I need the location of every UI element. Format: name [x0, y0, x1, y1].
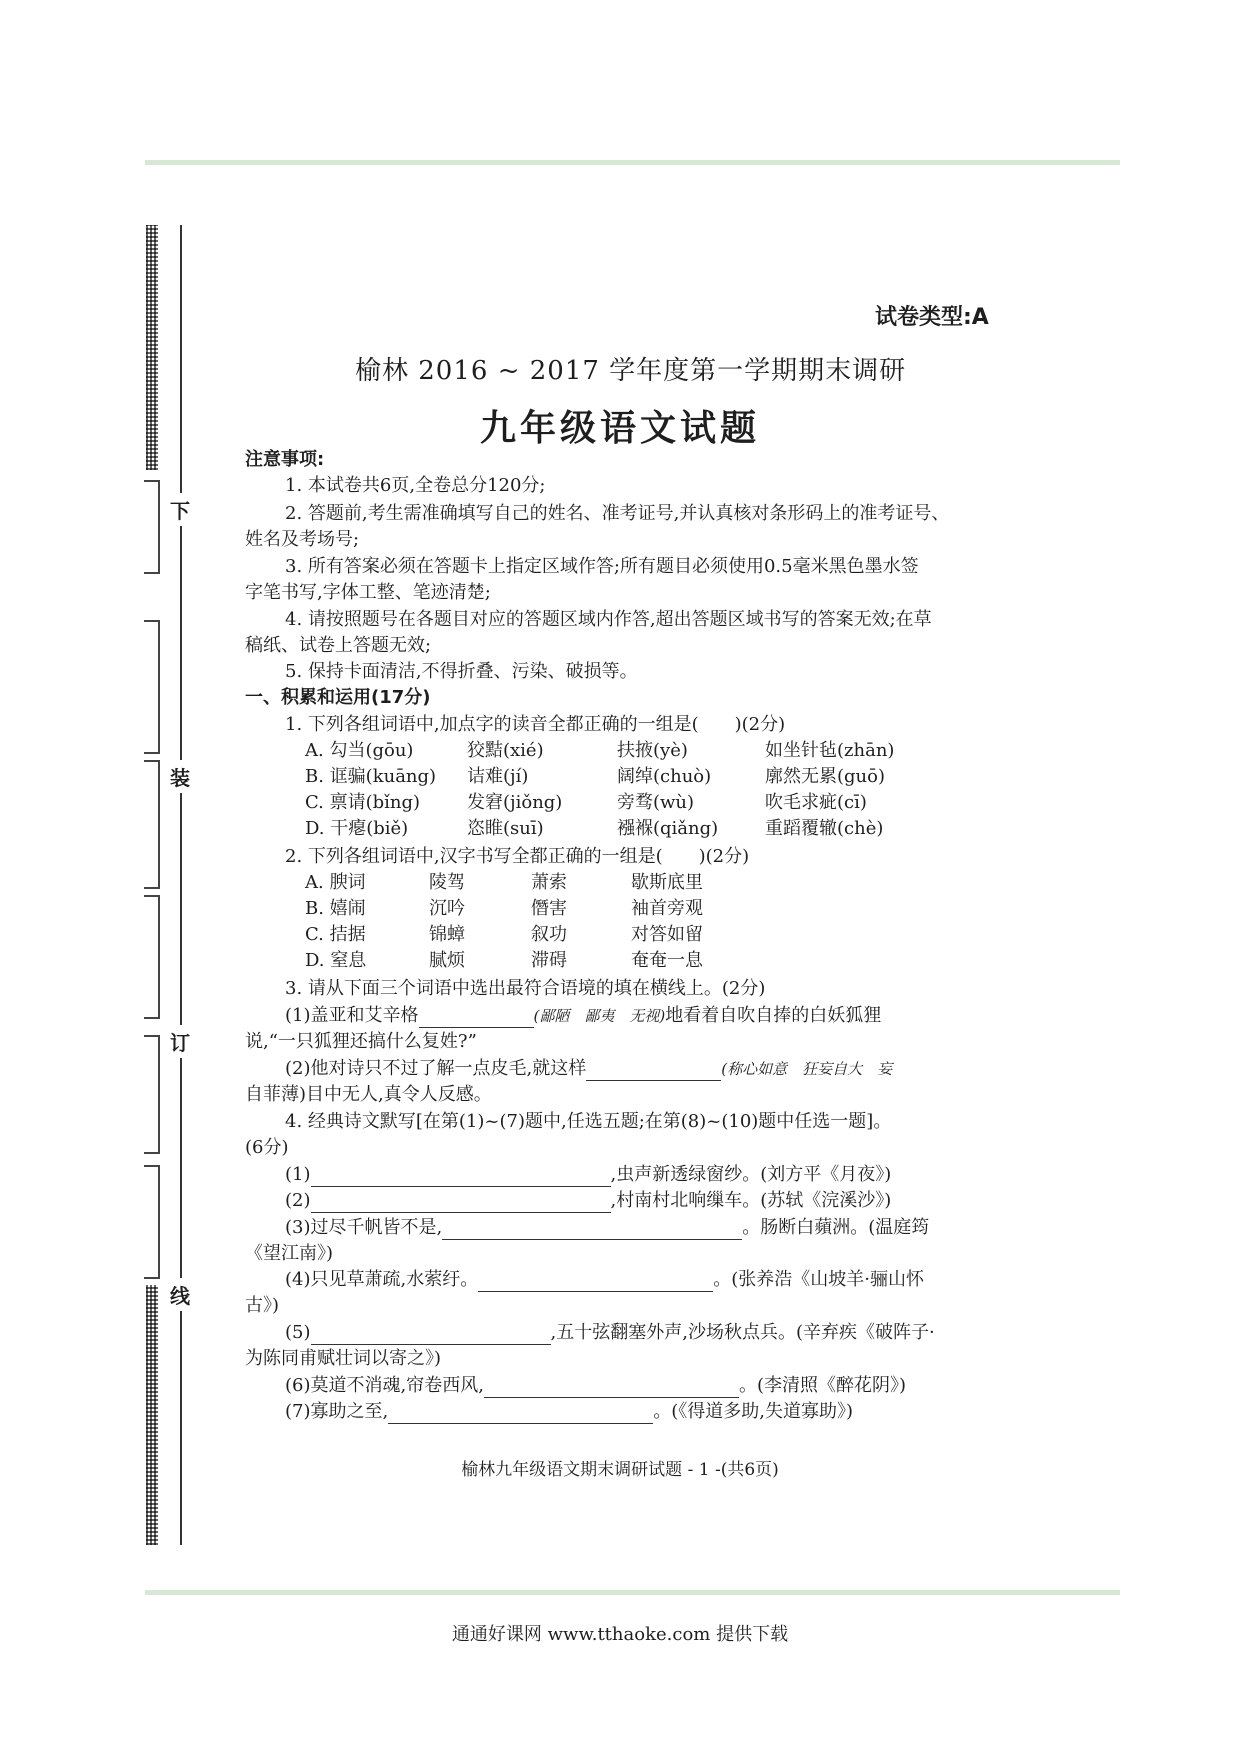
option-c-word: C. 禀请(bǐng): [305, 792, 421, 813]
item-text: (1)盖亚和艾辛格: [285, 1005, 419, 1026]
option-c-word: 对答如留: [631, 924, 703, 945]
option-d-word: D. 窒息: [305, 950, 367, 971]
option-d-word: 滞碍: [531, 950, 567, 971]
item-text: 只见草萧疏,水萦纡。: [310, 1269, 479, 1290]
option-b-word: B. 嬉闹: [305, 898, 366, 919]
question-2-options: [305, 871, 805, 975]
answer-blank[interactable]: [311, 1194, 611, 1213]
notice-item: 字笔书写,字体工整、笔迹清楚;: [245, 582, 491, 603]
item-text: 。(张养浩《山坡羊·骊山怀: [713, 1269, 924, 1290]
option-a-word: 狡黠(xié): [467, 740, 544, 761]
download-note: 通通好课网 www.tthaoke.com 提供下载: [451, 1624, 789, 1645]
question-1-options: [305, 739, 925, 843]
bracket: [144, 760, 160, 889]
answer-blank[interactable]: [311, 1168, 611, 1187]
item-number: (5): [285, 1322, 311, 1343]
item-text: 寡助之至,: [310, 1401, 389, 1422]
option-d-word: D. 干瘪(biě): [305, 818, 409, 839]
recitation-item-cont: 为陈同甫赋壮词以寄之》): [245, 1348, 442, 1369]
recitation-item: [285, 1163, 891, 1187]
recitation-item-cont: 古》): [245, 1295, 280, 1316]
question-3-item-1-cont: 说,“一只狐狸还搞什么复姓?”: [245, 1031, 477, 1052]
option-c-word: C. 拮据: [305, 924, 366, 945]
answer-blank[interactable]: [586, 1062, 721, 1081]
item-number: (7): [285, 1401, 311, 1422]
recitation-item: [285, 1268, 924, 1292]
bracket: [144, 480, 160, 574]
option-a-word: A. 勾当(gōu): [305, 740, 414, 761]
option-d-word: 腻烦: [429, 950, 465, 971]
question-4-stem: 4. 经典诗文默写[在第(1)~(7)题中,任选五题;在第(8)~(10)题中任选一题]。: [285, 1111, 892, 1132]
item-text: 。肠断白蘋洲。(温庭筠: [742, 1217, 930, 1238]
option-d-word: 恣睢(suī): [467, 818, 544, 839]
question-2-stem: 2. 下列各组词语中,汉字书写全都正确的一组是( )(2分): [285, 846, 750, 867]
answer-blank[interactable]: [388, 1405, 653, 1424]
exam-type: 试卷类型:A: [875, 305, 989, 330]
option-a-word: 扶掖(yè): [617, 740, 688, 761]
word-choices: (鄙陋 鄙夷 无视): [533, 1007, 666, 1025]
option-c-word: 旁骛(wù): [617, 792, 695, 813]
option-b-word: B. 诓骗(kuāng): [305, 766, 437, 787]
bracket: [144, 1165, 160, 1279]
question-1-stem: 1. 下列各组词语中,加点字的读音全都正确的一组是( )(2分): [285, 714, 786, 735]
bottom-divider: [145, 1590, 1120, 1595]
item-number: (6): [285, 1375, 311, 1396]
notice-item: 3. 所有答案必须在答题卡上指定区域作答;所有题目必须使用0.5毫米黑色墨水签: [285, 556, 919, 577]
item-number: (4): [285, 1269, 311, 1290]
binding-char: 线: [170, 1278, 190, 1311]
option-b-word: 诘难(jí): [467, 766, 529, 787]
option-c-word: 吹毛求疵(cī): [765, 792, 867, 813]
option-b-word: 廓然无累(guō): [765, 766, 885, 787]
item-text: ,虫声新透绿窗纱。(刘方平《月夜》): [610, 1164, 892, 1185]
recitation-item: [285, 1216, 929, 1240]
bracket: [144, 620, 160, 754]
option-a-word: 歇斯底里: [631, 872, 703, 893]
option-b-word: 阔绰(chuò): [617, 766, 712, 787]
notice-item: 稿纸、试卷上答题无效;: [245, 635, 432, 656]
question-3-item-2: [285, 1057, 892, 1081]
recitation-item-cont: 《望江南》): [245, 1243, 334, 1264]
option-b-word: 僭害: [531, 898, 567, 919]
item-text: 莫道不消魂,帘卷西风,: [310, 1375, 484, 1396]
page-footer: 榆林九年级语文期末调研试题 - 1 -(共6页): [461, 1460, 779, 1480]
question-3-item-1: [285, 1004, 881, 1028]
word-choices: (称心如意 狂妄自大 妄: [721, 1060, 893, 1078]
question-3-item-2-cont: 自菲薄)目中无人,真令人反感。: [245, 1084, 492, 1105]
option-a-word: 萧索: [531, 872, 567, 893]
notice-item: 1. 本试卷共6页,全卷总分120分;: [285, 475, 546, 496]
item-text: 。(李清照《醉花阴》): [738, 1375, 906, 1396]
option-c-word: 锦蟑: [429, 924, 465, 945]
option-c-word: 叙功: [531, 924, 567, 945]
notice-item: 4. 请按照题号在各题目对应的答题区域内作答,超出答题区域书写的答案无效;在草: [285, 609, 932, 630]
bracket: [144, 895, 160, 1019]
notice-heading: 注意事项:: [245, 449, 325, 470]
section-heading: 一、积累和运用(17分): [245, 687, 431, 708]
item-text: ,村南村北响缫车。(苏轼《浣溪沙》): [610, 1190, 892, 1211]
recitation-item: [285, 1374, 906, 1398]
item-text: 过尽千帆皆不是,: [310, 1217, 443, 1238]
recitation-item: [285, 1189, 891, 1213]
item-text: ,五十弦翻塞外声,沙场秋点兵。(辛弃疾《破阵子·: [550, 1322, 935, 1343]
answer-blank[interactable]: [484, 1379, 739, 1398]
page-title: 九年级语文试题: [479, 408, 760, 449]
question-3-stem: 3. 请从下面三个词语中选出最符合语境的填在横线上。(2分): [285, 978, 766, 999]
notice-item: 5. 保持卡面清洁,不得折叠、污染、破损等。: [285, 661, 638, 682]
recitation-item: [285, 1400, 853, 1424]
notice-item: 姓名及考场号;: [245, 529, 360, 550]
item-number: (3): [285, 1217, 311, 1238]
top-divider: [145, 160, 1120, 165]
answer-blank[interactable]: [442, 1221, 742, 1240]
option-a-word: 如坐针毡(zhān): [765, 740, 895, 761]
answer-blank[interactable]: [311, 1326, 551, 1345]
item-number: (2): [285, 1190, 311, 1211]
decorative-border-bottom: [146, 1285, 158, 1545]
exam-subtitle: 榆林 2016 ~ 2017 学年度第一学期期末调研: [355, 356, 907, 386]
bracket: [144, 1035, 160, 1154]
item-number: (1): [285, 1164, 311, 1185]
notice-item: 2. 答题前,考生需准确填写自己的姓名、准考证号,并认真核对条形码上的准考证号、: [285, 503, 950, 524]
option-a-word: 陵驾: [429, 872, 465, 893]
answer-blank[interactable]: [419, 1009, 534, 1028]
binding-char: 下: [170, 493, 190, 526]
option-d-word: 襁褓(qiǎng): [617, 818, 719, 839]
recitation-item: [285, 1321, 935, 1345]
option-b-word: 沉吟: [429, 898, 465, 919]
item-text: 地看着自吹自捧的白妖狐狸: [665, 1005, 882, 1026]
binding-char: 订: [170, 1025, 190, 1058]
option-a-word: A. 腴词: [305, 872, 366, 893]
option-c-word: 发窘(jiǒng): [467, 792, 563, 813]
question-4-stem-cont: (6分): [245, 1137, 289, 1158]
item-text: (2)他对诗只不过了解一点皮毛,就这样: [285, 1058, 587, 1079]
option-d-word: 奄奄一息: [631, 950, 703, 971]
binding-char: 装: [170, 760, 190, 793]
item-text: 。(《得道多助,失道寡助》): [653, 1401, 853, 1422]
answer-blank[interactable]: [478, 1273, 713, 1292]
option-b-word: 袖首旁观: [631, 898, 703, 919]
option-d-word: 重蹈覆辙(chè): [765, 818, 884, 839]
